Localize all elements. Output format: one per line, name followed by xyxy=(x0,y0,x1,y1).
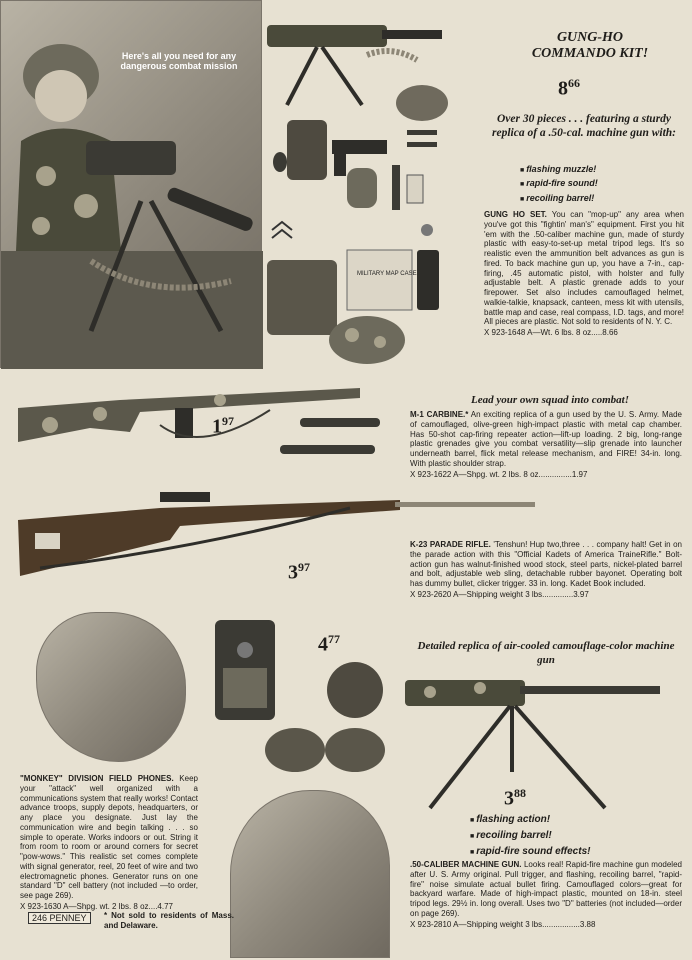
kit-title xyxy=(490,30,690,62)
kit-subtitle: Over 30 pieces . . . featuring a sturdy replica of a .50-cal. machine gun with: xyxy=(492,113,676,140)
carbine-name: M-1 CARBINE.* xyxy=(410,410,469,419)
mg-price xyxy=(504,786,526,811)
machine-gun-illustration xyxy=(400,672,670,812)
mg-features xyxy=(470,812,590,860)
phones-price xyxy=(318,632,340,657)
rifle-name: K-23 PARADE RIFLE. xyxy=(410,540,491,549)
phones-price-cents: 77 xyxy=(328,632,340,646)
page-number-label: 246 PENNEY xyxy=(28,912,91,924)
boy-machine-gun-photo xyxy=(0,0,262,368)
rifle-order-line: X 923-2620 A—Shipping weight 3 lbs..............3.97 xyxy=(410,589,589,599)
field-phones-illustration xyxy=(205,610,385,780)
carbine-description xyxy=(410,410,682,479)
rifle-price xyxy=(288,560,310,585)
kit-name: GUNG HO SET. xyxy=(484,210,547,219)
kit-price-dollars: 8 xyxy=(558,77,568,100)
photo-caption: Here's all you need for any dangerous combat mission xyxy=(120,51,238,72)
page-number xyxy=(28,913,91,923)
rifle-price-dollars: 3 xyxy=(288,561,298,584)
carbine-price-cents: 97 xyxy=(222,414,234,428)
phones-description-text: Keep your "attack" well organized with a communications system that really works! Contact advance troops, supply depots, headquarters, or any place you designate. Just lay the communication wire and begin talking . . . so simple to operate. Works indoors or out. String it from room to room or around corners for secret "pow-wows." This realistic set comes complete with signal generator, reel, 20 feet of wire and two electromagnetic phones. Generator runs on one standard "D" cell battery (not included —to order, see page 269). xyxy=(20,774,198,900)
phones-price-dollars: 4 xyxy=(318,633,328,656)
kit-title-line2: COMMANDO KIT! xyxy=(531,46,649,62)
mg-description-text: Looks real! Rapid-fire machine gun modeled after U. S. Army original. Pull trigger, and flashing, recoiling barrel, "rapid-fire" noise simulate actual bullet firing. Camouflaged colors—great for backyard warfare. Made of high-impact plastic, mounted on 18-in. steel tripod legs. 29½ in. long overall. Uses two "D" batteries (not included—order on page 269). xyxy=(410,860,682,918)
map-case-label: MILITARY MAP CASE xyxy=(357,271,417,277)
mg-feature-item: ■ recoiling barrel! xyxy=(470,828,590,844)
footer-note: * Not sold to residents of Mass. and Delaware. xyxy=(104,911,234,930)
mg-price-dollars: 3 xyxy=(504,787,514,810)
mg-description xyxy=(410,860,682,929)
carbine-description-text: An exciting replica of a gun used by the U. S. Army. Made of camouflaged, olive-green high-impact plastic with metal cap chamber. Has 50-shot cap-firing repeater action—lift-up loading. 2 big, long-range plastic grenades give you combat versatility—slip grenade into launcher underneath barrel, flick metal release mechanism, and FIRE! 34-in. long. With plastic shoulder strap. xyxy=(410,410,682,468)
rifle-description xyxy=(410,540,682,600)
phones-order-line: X 923-1630 A—Shpg. wt. 2 lbs. 8 oz....4.77 xyxy=(20,901,173,911)
mg-feature-item: ■ flashing action! xyxy=(470,812,590,828)
carbine-order-line: X 923-1622 A—Shpg. wt. 2 lbs. 8 oz...............1.97 xyxy=(410,469,588,479)
carbine-price-dollars: 1 xyxy=(212,415,222,438)
rifle-description-text: 'Tenshun! Hup two,three . . . company halt! Get in on the parade action with this "Official Kadets of America TraineRifle." Bolt-action gun has walnut-finished wood stock, steel parts, nickel-plated barrel and bolt, adjustable web sling, detachable rubber bayonet. Operating bolt has dummy bullet, clicker trigger. 33 in. long. Kadet Book included. xyxy=(410,540,682,588)
mg-name: .50-CALIBER MACHINE GUN. xyxy=(410,860,522,869)
boy-phone-photo-2 xyxy=(230,790,390,958)
kit-price-cents: 66 xyxy=(568,76,580,90)
commando-kit-pieces xyxy=(262,0,487,370)
mg-feature-item: ■ rapid-fire sound effects! xyxy=(470,844,590,860)
kit-order-line: X 923-1648 A—Wt. 6 lbs. 8 oz.....8.66 xyxy=(484,328,618,337)
kit-features xyxy=(520,162,598,205)
m1-carbine-illustration xyxy=(0,370,385,475)
kit-feature-item: ■ rapid-fire sound! xyxy=(520,176,598,190)
mg-order-line: X 923-2810 A—Shipping weight 3 lbs.................3.88 xyxy=(410,919,596,929)
carbine-headline: Lead your own squad into combat! xyxy=(471,394,629,406)
kit-description-text: You can "mop-up" any area when you've got this "fightin' man's" equipment. First you hit 'em with the .50-caliber machine gun, made of sturdy plastic with easy-to-set-up metal tripod legs. It's so realistic even the ammunition belt advances as gun is fired. To back machine gun up, you have a 7-in., cap-firing, .45 automatic pistol, with holster and fully adjustable belt. A plastic grenade adds to your firepower. Set also includes camouflaged helmet, walkie-talkie, knapsack, canteen, mess kit with utensils, battle map and case, real compass, I.D. tags, and more! All pieces are plastic. Not sold to residents of N. Y. C. xyxy=(484,210,685,327)
phones-name: "MONKEY" DIVISION FIELD PHONES. xyxy=(20,774,174,783)
kit-title-line1: GUNG-HO xyxy=(556,30,624,45)
phones-description xyxy=(20,774,198,912)
kit-feature-item: ■ recoiling barrel! xyxy=(520,191,598,205)
kit-description xyxy=(484,210,684,338)
rifle-price-cents: 97 xyxy=(298,560,310,574)
kit-price xyxy=(558,76,580,101)
mg-headline: Detailed replica of air-cooled camouflage-color machine gun xyxy=(417,640,675,666)
boy-phone-photo-1 xyxy=(36,612,186,762)
kit-feature-item: ■ flashing muzzle! xyxy=(520,162,598,176)
carbine-price xyxy=(212,414,234,439)
mg-price-cents: 88 xyxy=(514,786,526,800)
